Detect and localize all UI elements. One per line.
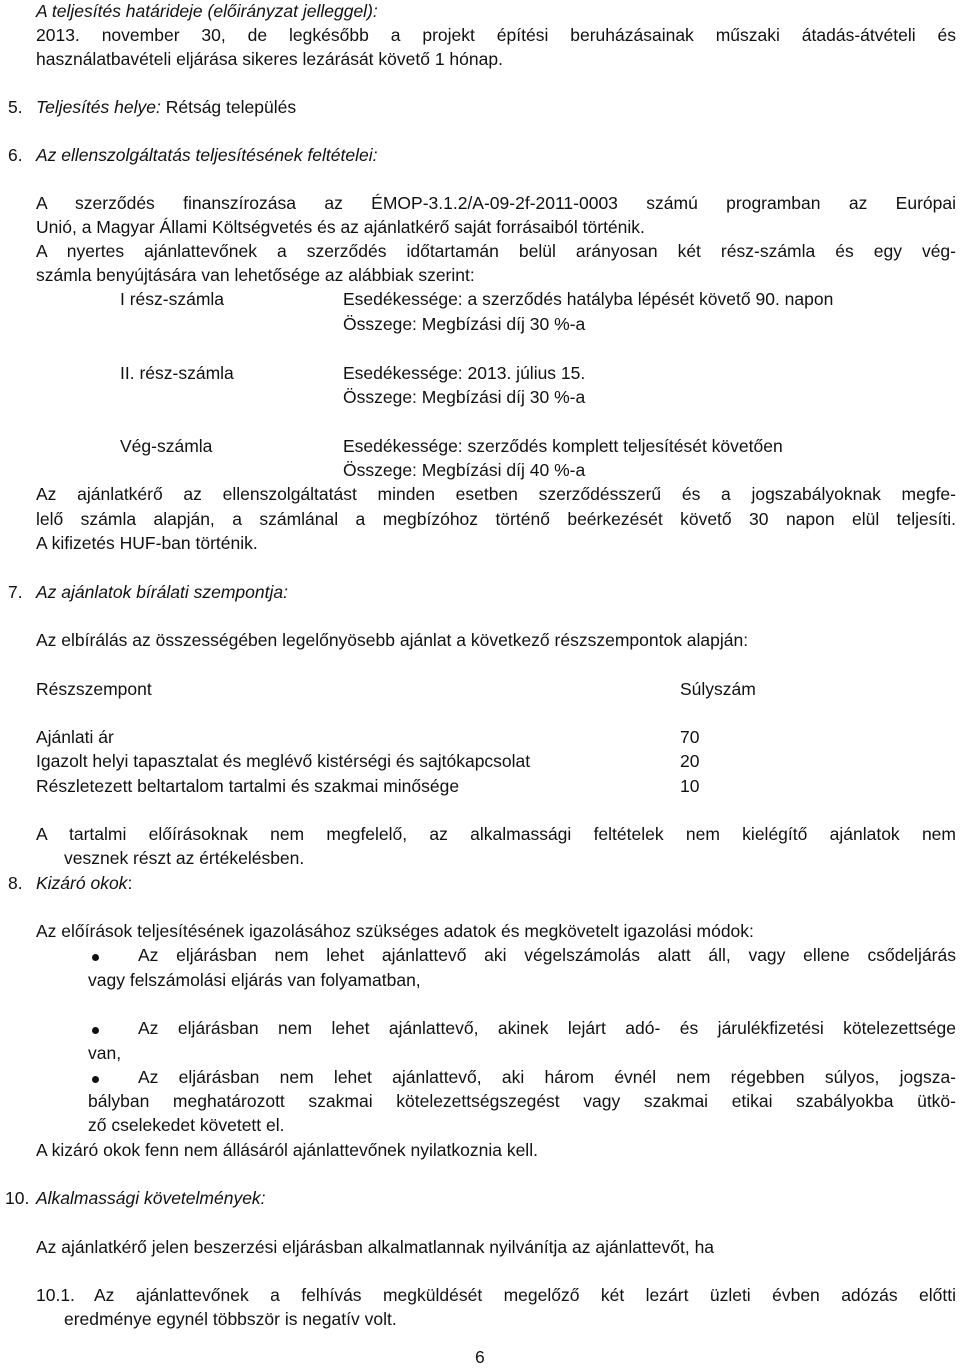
invoice-3-due: Esedékessége: szerződés komplett teljesítését követően [343, 436, 783, 456]
criteria-row-criterion: Ajánlati ár [36, 727, 114, 747]
criteria-row-weight: 70 [680, 727, 700, 747]
section-8-heading: Kizáró okok [36, 873, 128, 893]
invoice-3-name: Vég-számla [120, 436, 213, 456]
financing-line: Unió, a Magyar Állami Költségvetés és az ajánlatkérő saját forrásaiból történik. [36, 217, 645, 237]
section-5-value: Rétság település [160, 97, 297, 117]
invoice-2-name: II. rész-számla [120, 363, 234, 383]
financing-line: A szerződés finanszírozása az ÉMOP-3.1.2/A-09-2f-2011-0003 számú programban az Európai [36, 193, 956, 213]
section-number-10: 10. [5, 1188, 30, 1208]
bullet-icon [92, 1027, 99, 1034]
criteria-header-weight: Súlyszám [680, 679, 756, 699]
bullet-icon [92, 954, 99, 961]
payment-line: A kifizetés HUF-ban történik. [36, 533, 258, 553]
criteria-row-weight: 10 [680, 776, 700, 796]
exclusion-item-line: vagy felszámolási eljárás van folyamatban, [88, 970, 421, 990]
payment-line: Az ajánlatkérő az ellenszolgáltatást minden esetben szerződésszerű és a jogszabályoknak megfe- [36, 484, 956, 504]
exclusion-item-line: Az eljárásban nem lehet ajánlattevő aki végelszámolás alatt áll, vagy ellene csődeljárás [138, 945, 956, 965]
invoice-3-amount: Összege: Megbízási díj 40 %-a [343, 460, 586, 480]
exclusion-item-line: van, [88, 1043, 122, 1063]
suitability-condition-line: Az ajánlattevőnek a felhívás megküldését megelőző két lezárt üzleti évben adózás előtti [94, 1285, 956, 1305]
section-10-heading: Alkalmassági követelmények: [36, 1188, 266, 1208]
invoicing-line: A nyertes ajánlattevőnek a szerződés időtartamán belül arányosan két rész-számla és egy vég- [36, 241, 956, 261]
exclusion-closing: A kizáró okok fenn nem állásáról ajánlattevőnek nyilatkoznia kell. [36, 1140, 538, 1160]
invoice-1-due: Esedékessége: a szerződés hatályba lépését követő 90. napon [343, 289, 834, 309]
exclusion-item-line: bályban meghatározott szakmai kötelezettségszegést vagy szakmai etikai szabályokba ütkö- [88, 1091, 956, 1111]
deadline-text-line: 2013. november 30, de legkésőbb a projekt építési beruházásainak műszaki átadás-átvételi és [36, 25, 956, 45]
exclusion-item-line: ző cselekedet követett el. [88, 1115, 285, 1135]
criteria-row-weight: 20 [680, 751, 700, 771]
bullet-icon [92, 1076, 99, 1083]
criteria-row-criterion: Igazolt helyi tapasztalat és meglévő kistérségi és sajtókapcsolat [36, 751, 531, 771]
section-7-heading: Az ajánlatok bírálati szempontja: [36, 582, 288, 602]
section-number-8: 8. [8, 873, 23, 893]
suitability-condition-line: eredménye egynél többször is negatív volt. [64, 1309, 397, 1329]
invoice-1-name: I rész-számla [120, 289, 225, 309]
section-number-6: 6. [8, 145, 23, 165]
exclusion-intro: Az előírások teljesítésének igazolásához szükséges adatok és megkövetelt igazolási módok: [36, 921, 754, 941]
deadline-heading: A teljesítés határideje (előirányzat jelleggel): [36, 1, 378, 21]
evaluation-intro: Az elbírálás az összességében legelőnyösebb ajánlat a következő részszempontok alapján: [36, 630, 749, 650]
page-number: 6 [475, 1347, 485, 1367]
payment-line: lelő számla alapján, a számlánal a megbízóhoz történő beérkezését követő 30 napon elül teljesíti. [36, 509, 956, 529]
evaluation-note-line: vesznek részt az értékelésben. [64, 848, 305, 868]
section-5-line [36, 96, 296, 118]
criteria-header-criterion: Részszempont [36, 679, 152, 699]
invoice-2-due: Esedékessége: 2013. július 15. [343, 363, 586, 383]
section-5-label: Teljesítés helye: [36, 97, 161, 117]
invoice-1-amount: Összege: Megbízási díj 30 %-a [343, 314, 586, 334]
section-number-5: 5. [8, 97, 23, 117]
section-8-heading-line [36, 872, 132, 894]
invoice-2-amount: Összege: Megbízási díj 30 %-a [343, 387, 586, 407]
section-6-heading: Az ellenszolgáltatás teljesítésének feltételei: [36, 145, 378, 165]
evaluation-note-line: A tartalmi előírásoknak nem megfelelő, az alkalmassági feltételek nem kielégítő ajánlatok nem [36, 824, 956, 844]
exclusion-item-line: Az eljárásban nem lehet ajánlattevő, aki három évnél nem régebben súlyos, jogsza- [138, 1067, 956, 1087]
section-number-7: 7. [8, 582, 23, 602]
suitability-intro: Az ajánlatkérő jelen beszerzési eljárásban alkalmatlannak nyilvánítja az ajánlattevőt, ha [36, 1237, 715, 1257]
exclusion-item-line: Az eljárásban nem lehet ajánlattevő, akinek lejárt adó- és járulékfizetési kötelezettsége [138, 1018, 956, 1038]
invoicing-line: számla benyújtására van lehetősége az alábbiak szerint: [36, 265, 475, 285]
deadline-text-line: használatbavételi eljárása sikeres lezárását követő 1 hónap. [36, 49, 503, 69]
section-8-colon: : [127, 873, 133, 893]
subsection-number-10-1: 10.1. [36, 1285, 75, 1305]
criteria-row-criterion: Részletezett beltartalom tartalmi és szakmai minősége [36, 776, 460, 796]
